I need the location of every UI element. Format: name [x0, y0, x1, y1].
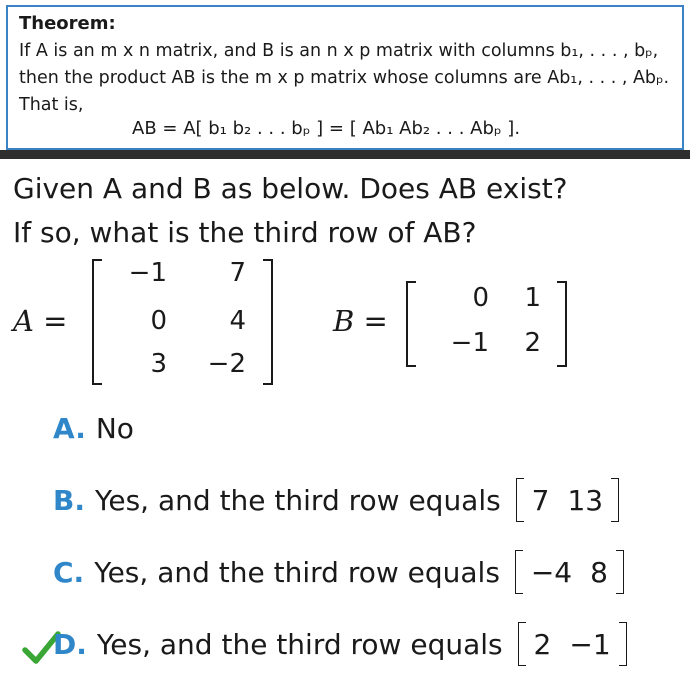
option-a[interactable] — [53, 412, 134, 445]
vector-entry: −1 — [569, 628, 611, 661]
matrix-a-cell: 4 — [229, 306, 246, 336]
option-letter: D. — [53, 628, 87, 661]
matrix-b-bracket-right — [556, 280, 568, 368]
vector-entry: −4 — [530, 556, 573, 589]
matrix-a-cell: 0 — [150, 306, 167, 336]
theorem-line-1: If A is an m x n matrix, and B is an n x p matrix with columns b₁, . . . , bₚ, — [19, 41, 659, 61]
matrix-a-cell: −2 — [207, 349, 246, 379]
vector-entry: 2 — [533, 628, 552, 661]
theorem-box — [6, 5, 684, 150]
matrix-a-bracket-left — [91, 258, 103, 386]
option-vector — [515, 556, 624, 589]
theorem-title: Theorem: — [19, 13, 116, 34]
option-text: Yes, and the third row equals — [94, 556, 500, 589]
matrix-b-cell: 0 — [472, 283, 489, 313]
theorem-equation: AB = A[ b₁ b₂ . . . bₚ ] = [ Ab₁ Ab₂ . . . Abₚ ]. — [132, 118, 521, 139]
theorem-line-2: then the product AB is the m x p matrix whose columns are Ab₁, . . . , Abₚ. — [19, 68, 670, 88]
matrix-b-cell: 2 — [524, 328, 541, 358]
option-vector — [516, 484, 619, 517]
section-separator — [0, 150, 690, 159]
option-text: Yes, and the third row equals — [96, 628, 503, 661]
option-letter: B. — [53, 484, 85, 517]
option-b[interactable] — [53, 484, 619, 517]
option-vector — [518, 628, 627, 661]
option-c[interactable] — [53, 556, 624, 589]
option-letter: A. — [53, 412, 86, 445]
matrix-b-cell: −1 — [450, 328, 489, 358]
option-d[interactable] — [53, 628, 627, 661]
matrix-b-cell: 1 — [524, 283, 541, 313]
theorem-line-3: That is, — [19, 95, 84, 115]
matrix-a-cell: 7 — [229, 258, 246, 288]
matrix-b-label: B = — [333, 304, 388, 338]
matrix-a-cell: 3 — [150, 349, 167, 379]
matrix-a-bracket-right — [262, 258, 274, 386]
option-text: No — [95, 412, 134, 445]
question-line-1: Given A and B as below. Does AB exist? — [13, 172, 568, 205]
matrix-a-label: A = — [13, 304, 68, 338]
vector-entry: 7 — [531, 484, 550, 517]
option-text: Yes, and the third row equals — [94, 484, 501, 517]
matrix-a-cell: −1 — [128, 258, 167, 288]
option-letter: C. — [53, 556, 85, 589]
vector-entry: 13 — [567, 484, 604, 517]
matrix-b-bracket-left — [405, 280, 417, 368]
vector-entry: 8 — [590, 556, 608, 589]
question-line-2: If so, what is the third row of AB? — [13, 216, 477, 249]
